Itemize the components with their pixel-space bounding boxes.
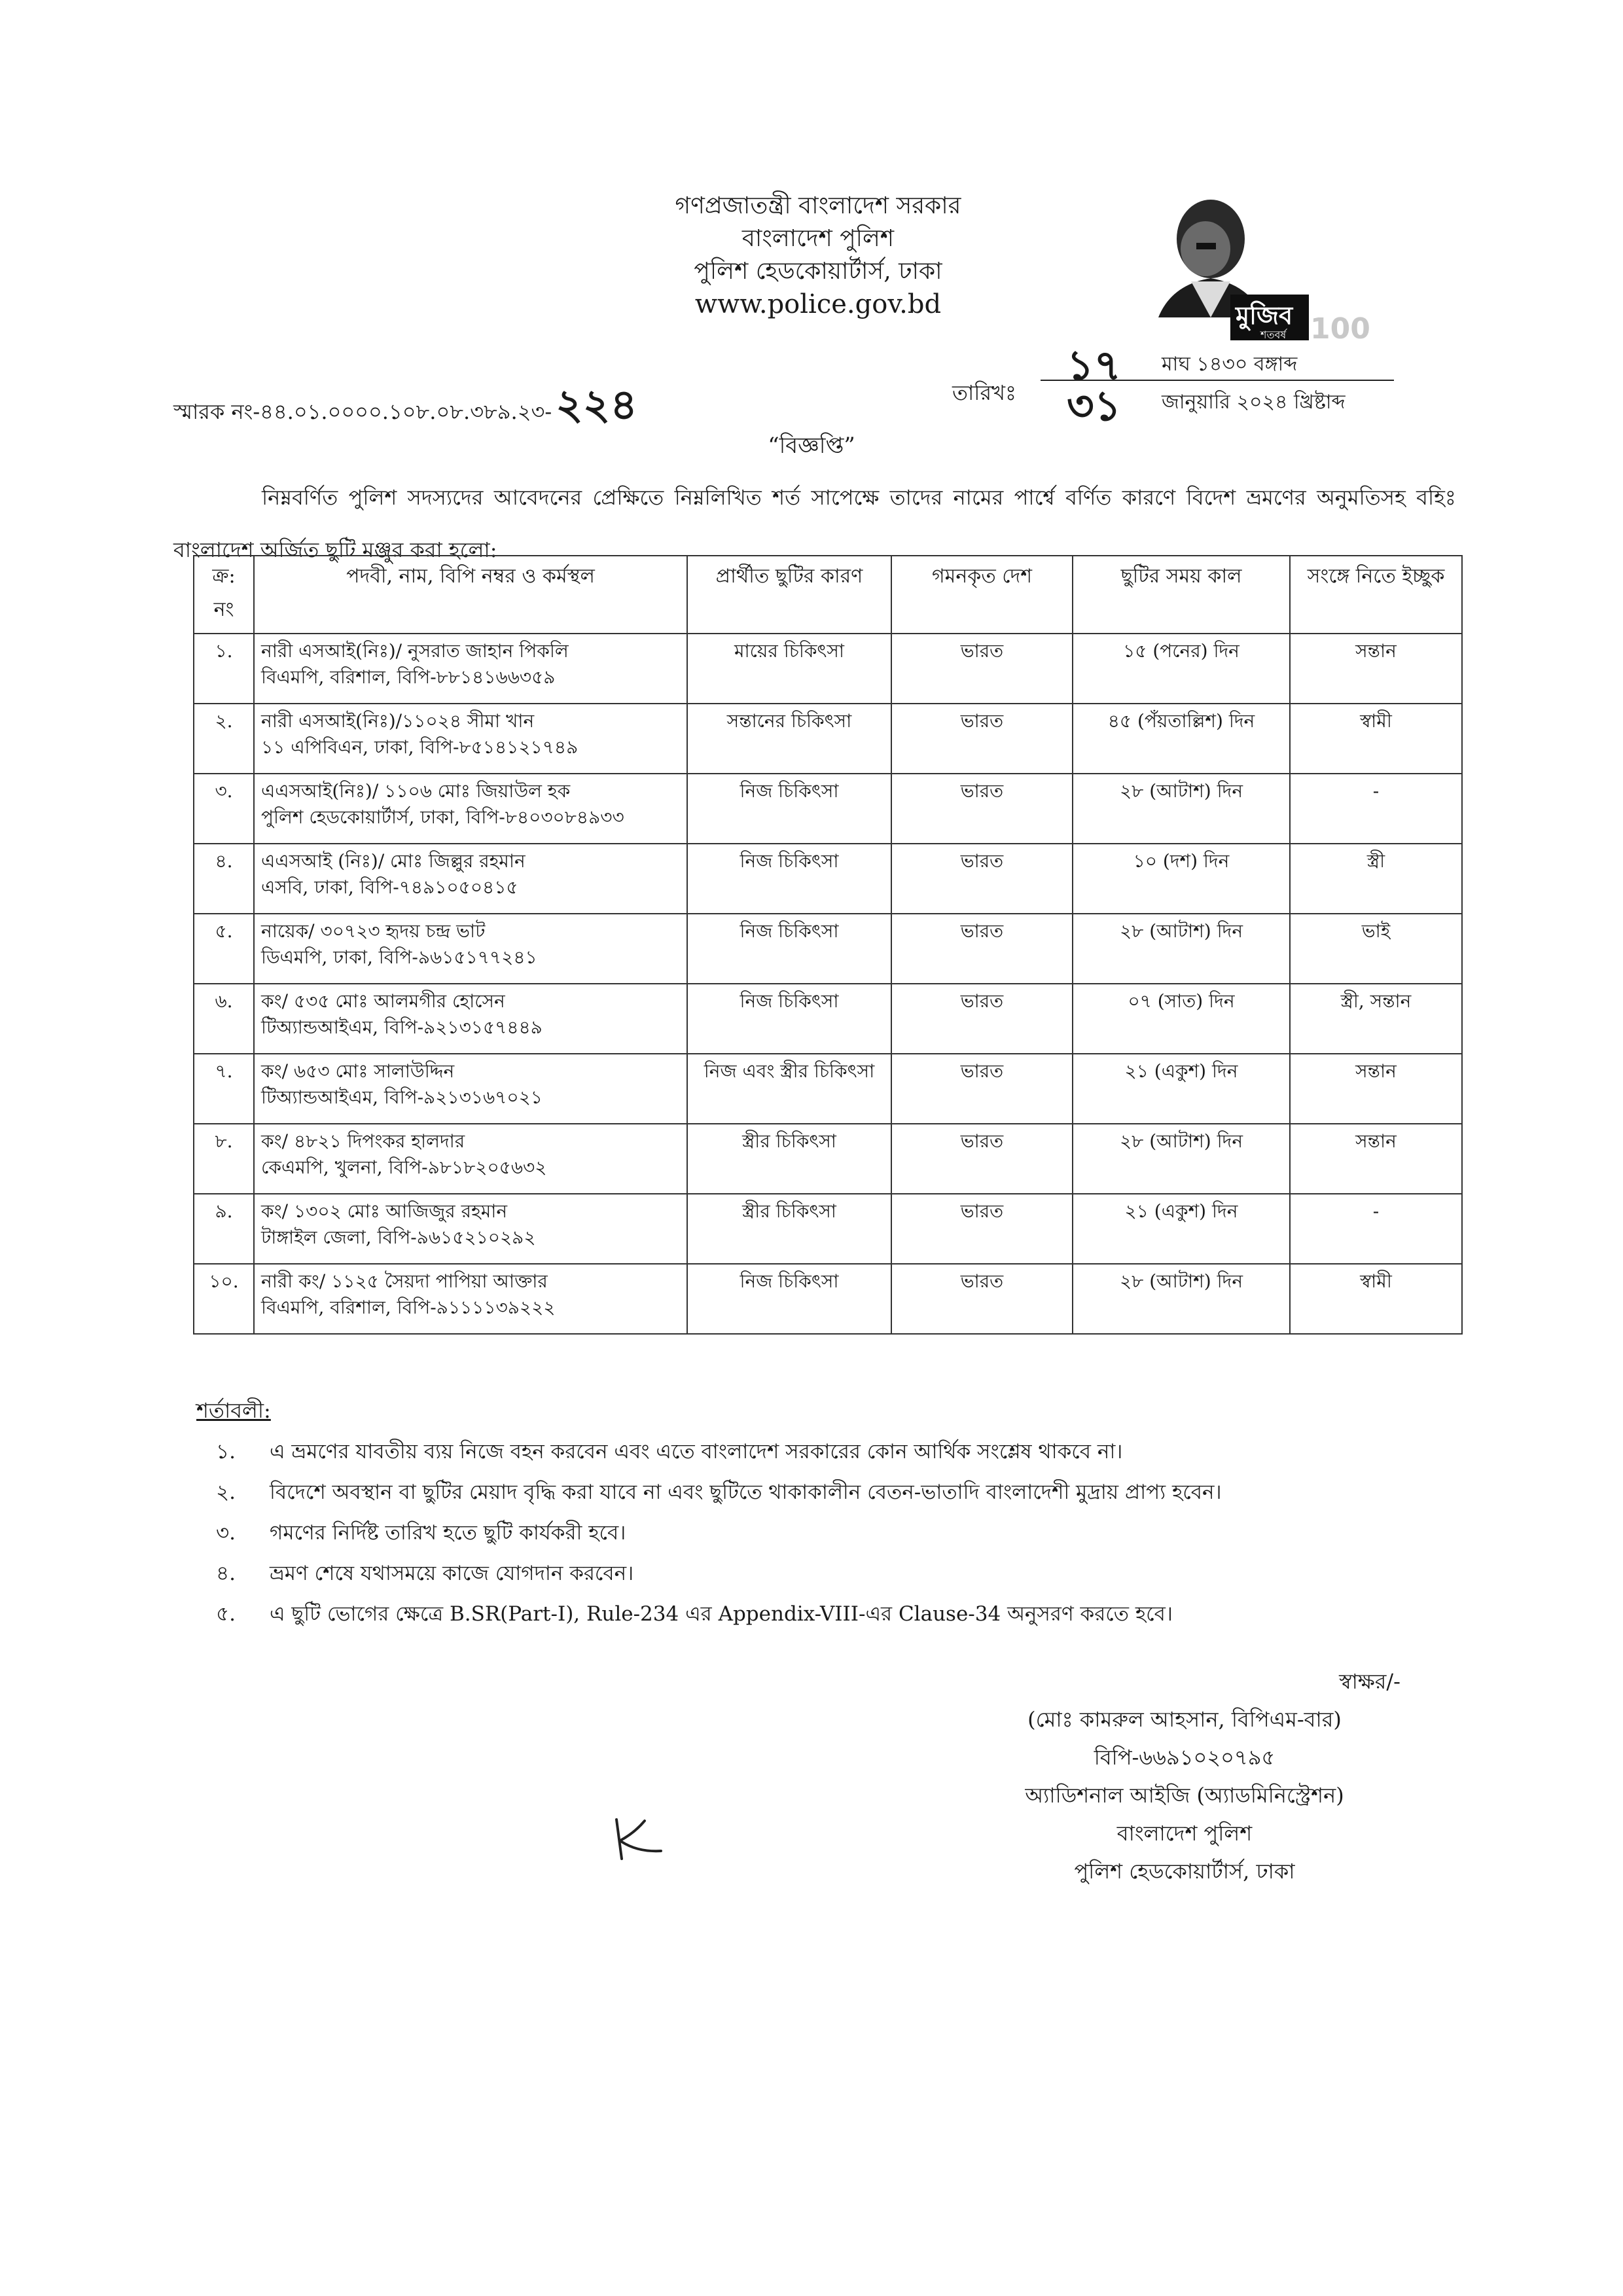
row-period: ২১ (একুশ) দিন	[1073, 1054, 1290, 1124]
table-row	[194, 1124, 1462, 1194]
row-name-line2: বিএমপি, বরিশাল, বিপি-৯১১১১৩৯২২২	[261, 1297, 556, 1318]
date-block	[1041, 340, 1407, 431]
condition-number: ৪.	[216, 1562, 236, 1585]
office-name: পুলিশ হেডকোয়ার্টার্স, ঢাকা	[694, 258, 942, 285]
row-reason: মায়ের চিকিৎসা	[687, 634, 891, 704]
row-country: ভারত	[891, 984, 1073, 1054]
header-sl: ক্র: নং	[194, 556, 254, 634]
english-day: ৩১	[1067, 382, 1122, 431]
condition-number: ৫.	[216, 1602, 236, 1626]
condition-text: ভ্রমণ শেষে যথাসময়ে কাজে যোগদান করবেন।	[270, 1562, 634, 1585]
condition-text: বিদেশে অবস্থান বা ছুটির মেয়াদ বৃদ্ধি করা যাবে না এবং ছুটিতে থাকাকালীন বেতন-ভাতাদি বাংলাদেশী মুদ্রায় প্রাপ্য হবেন।	[270, 1480, 1222, 1504]
logo-number: 100	[1310, 312, 1370, 344]
header-name: পদবী, নাম, বিপি নম্বর ও কর্মস্থল	[254, 556, 687, 634]
table-row	[194, 704, 1462, 774]
row-name	[254, 1124, 687, 1194]
row-reason: স্ত্রীর চিকিৎসা	[687, 1124, 891, 1194]
signatory-designation: অ্যাডিশনাল আইজি (অ্যাডমিনিস্ট্রেশন)	[1025, 1783, 1344, 1808]
table-row	[194, 1054, 1462, 1124]
signatory-bp: বিপি-৬৬৯১০২০৭৯৫	[1094, 1745, 1275, 1770]
row-name-line2: কেএমপি, খুলনা, বিপি-৯৮১৮২০৫৬৩২	[261, 1157, 547, 1178]
row-country: ভারত	[891, 844, 1073, 914]
row-name-line2: ডিএমপি, ঢাকা, বিপি-৯৬১৫১৭৭২৪১	[261, 946, 537, 968]
row-with: স্বামী	[1290, 704, 1462, 774]
row-country: ভারত	[891, 1194, 1073, 1264]
row-with: ভাই	[1290, 914, 1462, 984]
row-name-line2: টিঅ্যান্ডআইএম, বিপি-৯২১৩১৬৭০২১	[261, 1086, 543, 1108]
condition-text: এ ছুটি ভোগের ক্ষেত্রে B.SR(Part-I), Rule-234 এর Appendix-VIII-এর Clause-34 অনুসরণ করতে হবে।	[270, 1602, 1173, 1626]
row-reason: নিজ এবং স্ত্রীর চিকিৎসা	[687, 1054, 891, 1124]
table-row	[194, 1264, 1462, 1334]
memo-handwritten-number: ২২৪	[556, 381, 637, 429]
row-name	[254, 1194, 687, 1264]
row-name-line1: এএসআই(নিঃ)/ ১১০৬ মোঃ জিয়াউল হক	[261, 780, 571, 802]
row-country: ভারত	[891, 914, 1073, 984]
row-sl: ৪.	[194, 844, 254, 914]
conditions-title: শর্তাবলী:	[196, 1398, 271, 1423]
date-label: তারিখঃ	[952, 380, 1017, 405]
memo-prefix: স্মারক নং-৪৪.০১.০০০০.১০৮.০৮.৩৮৯.২৩-	[173, 399, 552, 424]
row-with: -	[1290, 1194, 1462, 1264]
header-with: সংঙ্গে নিতে ইচ্ছুক	[1290, 556, 1462, 634]
row-country: ভারত	[891, 704, 1073, 774]
intro-paragraph: নিম্নবর্ণিত পুলিশ সদস্যদের আবেদনের প্রেক্ষিতে নিম্নলিখিত শর্ত সাপেক্ষে তাদের নামের পার্শ্বে বর্ণিত কারণে বিদেশ ভ্রমণের অনুমতিসহ বহিঃ বাংলাদেশ অর্জিত ছুটি মঞ্জুর করা হলো:	[173, 485, 1456, 562]
condition-item	[216, 1520, 1459, 1546]
notice-title: “বিজ্ঞপ্তি”	[768, 433, 855, 459]
row-sl: ৬.	[194, 984, 254, 1054]
condition-item	[216, 1479, 1459, 1505]
signed-mark: স্বাক্ষর/-	[1339, 1669, 1400, 1694]
row-name	[254, 984, 687, 1054]
row-sl: ৯.	[194, 1194, 254, 1264]
website-link[interactable]: www.police.gov.bd	[694, 289, 942, 319]
table-row	[194, 774, 1462, 844]
row-name-line1: কং/ ৫৩৫ মোঃ আলমগীর হোসেন	[261, 990, 505, 1012]
row-period: ১৫ (পনের) দিন	[1073, 634, 1290, 704]
header-reason: প্রার্থীত ছুটির কারণ	[687, 556, 891, 634]
row-with: সন্তান	[1290, 1124, 1462, 1194]
row-name-line1: নারী এসআই(নিঃ)/১১০২৪ সীমা খান	[261, 710, 535, 732]
row-reason: নিজ চিকিৎসা	[687, 984, 891, 1054]
row-name-line1: কং/ ৪৮২১ দিপংকর হালদার	[261, 1130, 465, 1152]
row-with: সন্তান	[1290, 1054, 1462, 1124]
row-name	[254, 704, 687, 774]
row-reason: নিজ চিকিৎসা	[687, 844, 891, 914]
govt-name: গণপ্রজাতন্ত্রী বাংলাদেশ সরকার	[675, 192, 961, 219]
row-name-line1: নারী কং/ ১১২৫ সৈয়দা পাপিয়া আক্তার	[261, 1270, 548, 1292]
condition-number: ১.	[216, 1440, 236, 1463]
row-name-line2: বিএমপি, বরিশাল, বিপি-৮৮১৪১৬৬৩৫৯	[261, 666, 556, 688]
mujib-100-logo	[1132, 187, 1374, 344]
english-month-year: জানুয়ারি ২০২৪ খ্রিষ্টাব্দ	[1162, 391, 1346, 414]
row-name-line2: টাঙ্গাইল জেলা, বিপি-৯৬১৫২১০২৯২	[261, 1227, 536, 1248]
row-period: ২১ (একুশ) দিন	[1073, 1194, 1290, 1264]
table-row	[194, 1194, 1462, 1264]
row-reason: স্ত্রীর চিকিৎসা	[687, 1194, 891, 1264]
row-name	[254, 1264, 687, 1334]
row-name	[254, 774, 687, 844]
row-sl: ৩.	[194, 774, 254, 844]
signatory-name: (মোঃ কামরুল আহসান, বিপিএম-বার)	[1027, 1707, 1342, 1732]
header-country: গমনকৃত দেশ	[891, 556, 1073, 634]
row-sl: ৭.	[194, 1054, 254, 1124]
condition-number: ৩.	[216, 1521, 236, 1545]
bangla-day: ১৭	[1067, 342, 1122, 390]
row-with: স্ত্রী, সন্তান	[1290, 984, 1462, 1054]
row-period: ২৮ (আটাশ) দিন	[1073, 1264, 1290, 1334]
row-reason: সন্তানের চিকিৎসা	[687, 704, 891, 774]
row-name-line1: নারী এসআই(নিঃ)/ নুসরাত জাহান পিকলি	[261, 640, 569, 662]
row-sl: ১০.	[194, 1264, 254, 1334]
row-name-line1: কং/ ১৩০২ মোঃ আজিজুর রহমান	[261, 1200, 508, 1222]
row-name-line2: ১১ এপিবিএন, ঢাকা, বিপি-৮৫১৪১২১৭৪৯	[261, 736, 579, 758]
row-period: ৪৫ (পঁয়তাল্লিশ) দিন	[1073, 704, 1290, 774]
row-period: ১০ (দশ) দিন	[1073, 844, 1290, 914]
header-block	[550, 190, 1086, 321]
row-name-line1: নায়েক/ ৩০৭২৩ হৃদয় চন্দ্র ভাট	[261, 920, 486, 942]
row-with: স্ত্রী	[1290, 844, 1462, 914]
row-with: সন্তান	[1290, 634, 1462, 704]
signatory-office: পুলিশ হেডকোয়ার্টার্স, ঢাকা	[1074, 1859, 1295, 1884]
condition-text: এ ভ্রমণের যাবতীয় ব্যয় নিজে বহন করবেন এবং এতে বাংলাদেশ সরকারের কোন আর্থিক সংশ্লেষ থাকবে না।	[270, 1440, 1123, 1463]
row-period: ২৮ (আটাশ) দিন	[1073, 774, 1290, 844]
signature-block	[942, 1662, 1427, 1890]
row-name-line2: পুলিশ হেডকোয়ার্টার্স, ঢাকা, বিপি-৮৪০৩০৮৪৯৩৩	[261, 806, 624, 828]
row-name	[254, 914, 687, 984]
row-sl: ২.	[194, 704, 254, 774]
row-reason: নিজ চিকিৎসা	[687, 774, 891, 844]
table-row	[194, 634, 1462, 704]
row-period: ২৮ (আটাশ) দিন	[1073, 914, 1290, 984]
dept-name: বাংলাদেশ পুলিশ	[741, 225, 895, 252]
signatory-org: বাংলাদেশ পুলিশ	[1116, 1821, 1253, 1846]
bangla-month-year: মাঘ ১৪৩০ বঙ্গাব্দ	[1162, 353, 1298, 376]
row-period: ২৮ (আটাশ) দিন	[1073, 1124, 1290, 1194]
row-country: ভারত	[891, 1124, 1073, 1194]
header-period: ছুটির সময় কাল	[1073, 556, 1290, 634]
row-reason: নিজ চিকিৎসা	[687, 1264, 891, 1334]
table-row	[194, 984, 1462, 1054]
table-row	[194, 844, 1462, 914]
row-name	[254, 634, 687, 704]
row-with: -	[1290, 774, 1462, 844]
condition-number: ২.	[216, 1480, 236, 1504]
row-name-line2: টিঅ্যান্ডআইএম, বিপি-৯২১৩১৫৭৪৪৯	[261, 1016, 543, 1038]
row-sl: ১.	[194, 634, 254, 704]
condition-item	[216, 1601, 1459, 1627]
logo-subtext: শতবর্ষ	[1260, 329, 1287, 341]
row-name-line2: এসবি, ঢাকা, বিপি-৭৪৯১০৫০৪১৫	[261, 876, 518, 898]
condition-item	[216, 1560, 1459, 1587]
row-sl: ৮.	[194, 1124, 254, 1194]
row-name-line1: কং/ ৬৫৩ মোঃ সালাউদ্দিন	[261, 1060, 455, 1082]
row-country: ভারত	[891, 1264, 1073, 1334]
table-header-row	[194, 556, 1462, 634]
table-row	[194, 914, 1462, 984]
logo-text: মুজিব	[1236, 301, 1293, 330]
row-name	[254, 844, 687, 914]
row-sl: ৫.	[194, 914, 254, 984]
leave-table	[193, 555, 1463, 1335]
row-country: ভারত	[891, 1054, 1073, 1124]
row-period: ০৭ (সাত) দিন	[1073, 984, 1290, 1054]
handwritten-initial	[609, 1813, 674, 1865]
row-name	[254, 1054, 687, 1124]
row-name-line1: এএসআই (নিঃ)/ মোঃ জিল্লুর রহমান	[261, 850, 526, 872]
condition-text: গমণের নির্দিষ্ট তারিখ হতে ছুটি কার্যকরী হবে।	[270, 1521, 626, 1545]
condition-item	[216, 1439, 1459, 1465]
row-country: ভারত	[891, 774, 1073, 844]
row-with: স্বামী	[1290, 1264, 1462, 1334]
row-reason: নিজ চিকিৎসা	[687, 914, 891, 984]
row-country: ভারত	[891, 634, 1073, 704]
